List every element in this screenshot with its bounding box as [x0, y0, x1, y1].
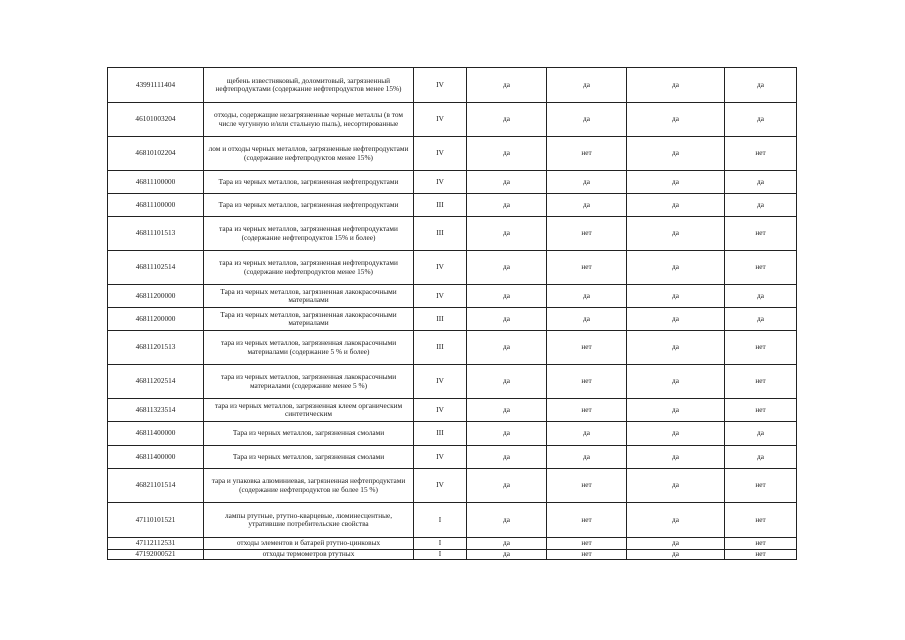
column-2-cell: нет: [547, 469, 627, 503]
hazard-class-cell: I: [414, 503, 467, 538]
column-2-cell: да: [547, 171, 627, 194]
column-1-cell: да: [467, 399, 547, 422]
column-1-cell: да: [467, 103, 547, 137]
column-1-cell: да: [467, 308, 547, 331]
column-4-cell: нет: [725, 217, 797, 251]
waste-code-cell: 46811323514: [108, 399, 204, 422]
column-2-cell: да: [547, 446, 627, 469]
table-row: [108, 171, 797, 194]
hazard-class-cell: I: [414, 550, 467, 560]
hazard-class-cell: IV: [414, 446, 467, 469]
column-3-cell: да: [627, 171, 725, 194]
table-body: [108, 68, 797, 560]
column-4-cell: нет: [725, 251, 797, 285]
column-2-cell: да: [547, 103, 627, 137]
column-1-cell: да: [467, 331, 547, 365]
column-4-cell: нет: [725, 399, 797, 422]
waste-code-cell: 47110101521: [108, 503, 204, 538]
hazard-class-cell: IV: [414, 103, 467, 137]
hazard-class-cell: IV: [414, 171, 467, 194]
waste-description-cell: тара из черных металлов, загрязненная нефтепродуктами (содержание нефтепродуктов 15% и более): [204, 217, 414, 251]
waste-description-cell: отходы, содержащие незагрязненные черные металлы (в том числе чугунную и/или стальную пыль), несортированные: [204, 103, 414, 137]
column-3-cell: да: [627, 469, 725, 503]
waste-code-cell: 46811101513: [108, 217, 204, 251]
waste-description-cell: лампы ртутные, ртутно-кварцевые, люминесцентные, утратившие потребительские свойства: [204, 503, 414, 538]
table-row: [108, 331, 797, 365]
column-2-cell: нет: [547, 217, 627, 251]
column-3-cell: да: [627, 68, 725, 103]
column-3-cell: да: [627, 103, 725, 137]
column-4-cell: нет: [725, 550, 797, 560]
column-3-cell: да: [627, 308, 725, 331]
waste-code-cell: 46811200000: [108, 285, 204, 308]
column-4-cell: да: [725, 194, 797, 217]
column-3-cell: да: [627, 550, 725, 560]
column-1-cell: да: [467, 550, 547, 560]
column-3-cell: да: [627, 137, 725, 171]
column-3-cell: да: [627, 365, 725, 399]
table-row: [108, 137, 797, 171]
column-4-cell: нет: [725, 503, 797, 538]
column-1-cell: да: [467, 538, 547, 550]
waste-description-cell: тара из черных металлов, загрязненная нефтепродуктами (содержание нефтепродуктов менее 15%): [204, 251, 414, 285]
waste-description-cell: тара из черных металлов, загрязненная клеем органическим синтетическим: [204, 399, 414, 422]
hazard-class-cell: I: [414, 538, 467, 550]
column-2-cell: нет: [547, 251, 627, 285]
column-3-cell: да: [627, 503, 725, 538]
column-4-cell: да: [725, 446, 797, 469]
waste-code-cell: 46810102204: [108, 137, 204, 171]
column-1-cell: да: [467, 446, 547, 469]
column-1-cell: да: [467, 217, 547, 251]
hazard-class-cell: III: [414, 194, 467, 217]
table-row: [108, 503, 797, 538]
waste-description-cell: Тара из черных металлов, загрязненная смолами: [204, 422, 414, 446]
column-2-cell: да: [547, 422, 627, 446]
waste-code-cell: 46811400000: [108, 446, 204, 469]
hazard-class-cell: IV: [414, 469, 467, 503]
waste-code-cell: 46811200000: [108, 308, 204, 331]
table-row: [108, 103, 797, 137]
waste-description-cell: Тара из черных металлов, загрязненная лакокрасочными материалами: [204, 308, 414, 331]
waste-description-cell: тара и упаковка алюминиевая, загрязненная нефтепродуктами (содержание нефтепродуктов не более 15 %): [204, 469, 414, 503]
hazard-class-cell: IV: [414, 285, 467, 308]
waste-description-cell: лом и отходы черных металлов, загрязненные нефтепродуктами (содержание нефтепродуктов менее 15%): [204, 137, 414, 171]
column-4-cell: да: [725, 68, 797, 103]
column-2-cell: нет: [547, 331, 627, 365]
waste-table: [107, 67, 797, 560]
column-4-cell: да: [725, 103, 797, 137]
waste-description-cell: тара из черных металлов, загрязненная лакокрасочными материалами (содержание 5 % и более): [204, 331, 414, 365]
waste-description-cell: Тара из черных металлов, загрязненная нефтепродуктами: [204, 194, 414, 217]
column-4-cell: нет: [725, 469, 797, 503]
table-row: [108, 538, 797, 550]
waste-code-cell: 47112112531: [108, 538, 204, 550]
column-4-cell: нет: [725, 331, 797, 365]
table-row: [108, 469, 797, 503]
column-4-cell: нет: [725, 137, 797, 171]
column-2-cell: нет: [547, 550, 627, 560]
column-1-cell: да: [467, 137, 547, 171]
hazard-class-cell: IV: [414, 68, 467, 103]
column-1-cell: да: [467, 194, 547, 217]
column-3-cell: да: [627, 251, 725, 285]
table-row: [108, 550, 797, 560]
waste-code-cell: 46811202514: [108, 365, 204, 399]
column-2-cell: нет: [547, 365, 627, 399]
column-4-cell: да: [725, 308, 797, 331]
column-2-cell: нет: [547, 399, 627, 422]
waste-code-cell: 46811400000: [108, 422, 204, 446]
column-3-cell: да: [627, 446, 725, 469]
table-row: [108, 365, 797, 399]
column-3-cell: да: [627, 217, 725, 251]
table-row: [108, 399, 797, 422]
table-row: [108, 68, 797, 103]
column-2-cell: да: [547, 308, 627, 331]
waste-code-cell: 46811100000: [108, 171, 204, 194]
waste-code-cell: 46821101514: [108, 469, 204, 503]
waste-code-cell: 47192000521: [108, 550, 204, 560]
waste-description-cell: Тара из черных металлов, загрязненная лакокрасочными материалами: [204, 285, 414, 308]
waste-description-cell: отходы элементов и батарей ртутно-цинковых: [204, 538, 414, 550]
hazard-class-cell: III: [414, 308, 467, 331]
hazard-class-cell: III: [414, 422, 467, 446]
hazard-class-cell: IV: [414, 365, 467, 399]
column-4-cell: да: [725, 422, 797, 446]
column-4-cell: да: [725, 285, 797, 308]
column-1-cell: да: [467, 469, 547, 503]
column-4-cell: нет: [725, 538, 797, 550]
hazard-class-cell: III: [414, 217, 467, 251]
column-2-cell: нет: [547, 503, 627, 538]
column-1-cell: да: [467, 365, 547, 399]
hazard-class-cell: III: [414, 331, 467, 365]
column-4-cell: нет: [725, 365, 797, 399]
column-1-cell: да: [467, 171, 547, 194]
column-2-cell: да: [547, 194, 627, 217]
column-1-cell: да: [467, 251, 547, 285]
column-3-cell: да: [627, 399, 725, 422]
column-2-cell: нет: [547, 137, 627, 171]
table-row: [108, 251, 797, 285]
hazard-class-cell: IV: [414, 399, 467, 422]
waste-code-cell: 43991111404: [108, 68, 204, 103]
column-1-cell: да: [467, 422, 547, 446]
column-2-cell: да: [547, 68, 627, 103]
column-3-cell: да: [627, 422, 725, 446]
waste-code-cell: 46101003204: [108, 103, 204, 137]
table-row: [108, 446, 797, 469]
hazard-class-cell: IV: [414, 251, 467, 285]
table-row: [108, 285, 797, 308]
column-3-cell: да: [627, 538, 725, 550]
column-3-cell: да: [627, 194, 725, 217]
waste-description-cell: Тара из черных металлов, загрязненная нефтепродуктами: [204, 171, 414, 194]
waste-description-cell: тара из черных металлов, загрязненная лакокрасочными материалами (содержание менее 5 %): [204, 365, 414, 399]
waste-description-cell: щебень известняковый, доломитовый, загрязненный нефтепродуктами (содержание нефтепродуктов менее 15%): [204, 68, 414, 103]
column-1-cell: да: [467, 285, 547, 308]
column-1-cell: да: [467, 503, 547, 538]
waste-code-cell: 46811201513: [108, 331, 204, 365]
waste-code-cell: 46811100000: [108, 194, 204, 217]
table-row: [108, 308, 797, 331]
column-1-cell: да: [467, 68, 547, 103]
column-2-cell: нет: [547, 538, 627, 550]
column-2-cell: да: [547, 285, 627, 308]
column-4-cell: да: [725, 171, 797, 194]
column-3-cell: да: [627, 285, 725, 308]
table-row: [108, 422, 797, 446]
column-3-cell: да: [627, 331, 725, 365]
table-row: [108, 217, 797, 251]
hazard-class-cell: IV: [414, 137, 467, 171]
waste-description-cell: отходы термометров ртутных: [204, 550, 414, 560]
waste-code-cell: 46811102514: [108, 251, 204, 285]
table-row: [108, 194, 797, 217]
waste-description-cell: Тара из черных металлов, загрязненная смолами: [204, 446, 414, 469]
